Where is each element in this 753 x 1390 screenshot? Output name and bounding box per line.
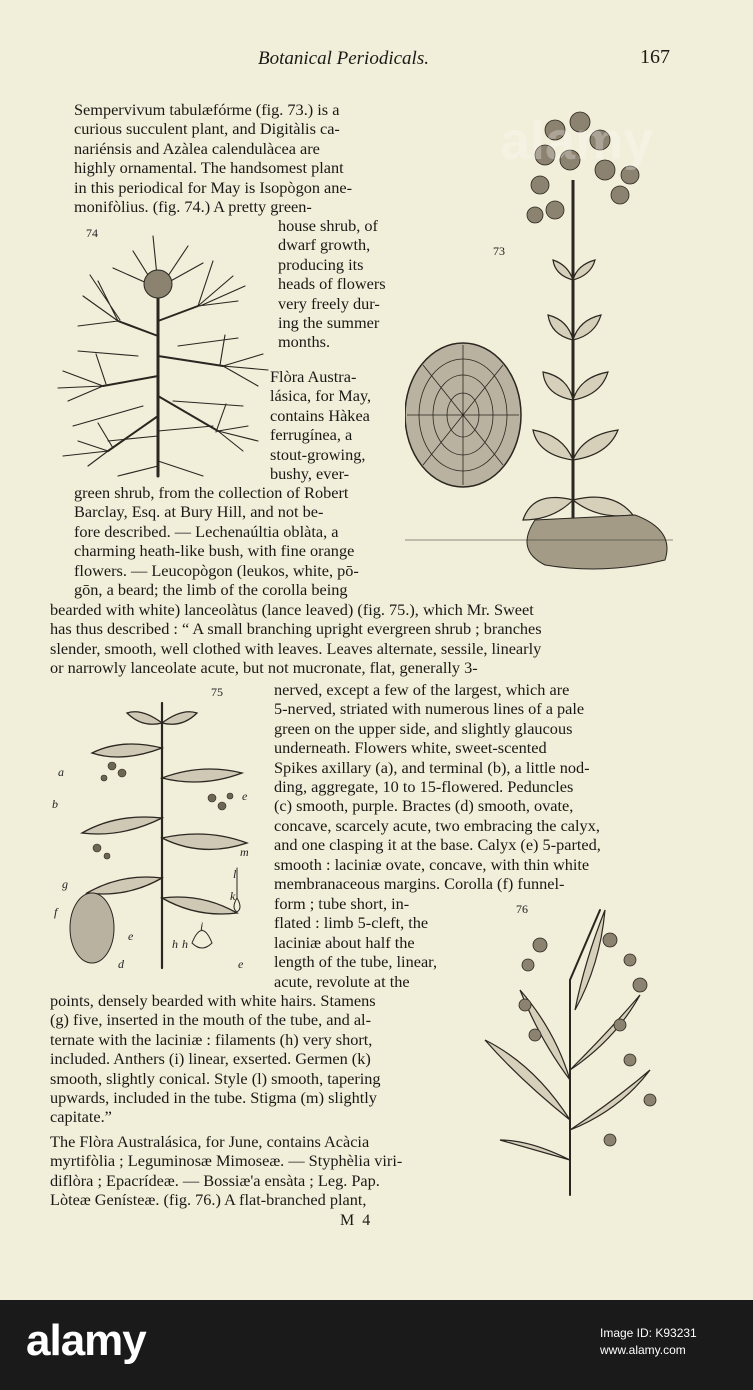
text-line: Flòra Austra-: [270, 367, 357, 386]
text-line: in this periodical for May is Isopògon ane-: [74, 177, 353, 197]
text-line: bushy, ever-: [270, 463, 350, 483]
text-line: included. Anthers (i) linear, exserted. Germen (k): [50, 1049, 371, 1069]
text-line: flowers. — Leucopògon (leukos, white, pō-: [74, 560, 359, 580]
text-line: gōn, a beard; the limb of the corolla being: [74, 579, 348, 599]
alamy-logo: alamy: [26, 1316, 146, 1365]
image-id-text: Image ID: K93231: [600, 1326, 697, 1340]
figure-75-label: 75: [211, 685, 223, 699]
text-line: The Flòra Australásica, for June, contains Acàcia: [50, 1132, 370, 1151]
fig75-letter-a: a: [58, 765, 64, 779]
fig75-letter-b: b: [52, 797, 58, 811]
text-block-stamens: [50, 991, 474, 1127]
text-line: contains Hàkea: [270, 405, 370, 425]
text-block-description: [274, 680, 675, 893]
text-line: lásica, for May,: [270, 386, 372, 406]
fig75-letter-k: k: [230, 889, 236, 903]
text-line: ternate with the laciniæ : filaments (h) very short,: [50, 1029, 373, 1049]
text-line: points, densely bearded with white hairs. Stamens: [50, 991, 376, 1010]
text-line: ding, aggregate, 10 to 15-flowered. Peduncles: [274, 776, 574, 796]
text-line: Sempervivum tabulæfórme (fig. 73.) is a: [74, 100, 340, 119]
fig75-letter-e3: e: [238, 957, 244, 971]
text-line: smooth, slightly conical. Style (l) smooth, tapering: [50, 1068, 381, 1088]
isopogon-engraving-icon: [48, 226, 273, 484]
figure-76-label: 76: [516, 902, 528, 916]
text-line: heads of flowers: [278, 274, 386, 294]
text-line: laciniæ about half the: [274, 932, 415, 952]
text-line: concave, scarcely acute, two embracing the calyx,: [274, 815, 600, 835]
text-block-lechenaultia: [74, 483, 404, 599]
text-block-wrap-fig74: [278, 216, 404, 352]
text-line: diflòra ; Epacrídeæ. — Bossiæ'a ensàta ; Leg. Pap.: [50, 1170, 380, 1190]
text-line: Barclay, Esq. at Bury Hill, and not be-: [74, 502, 324, 522]
text-line: and one clasping it at the base. Calyx (e) 5-parted,: [274, 835, 601, 855]
text-line: producing its: [278, 254, 364, 274]
text-line: Spikes axillary (a), and terminal (b), a little nod-: [274, 757, 590, 777]
text-line: has thus described : “ A small branching upright evergreen shrub ; branches: [50, 619, 542, 639]
text-line: charming heath-like bush, with fine orange: [74, 541, 355, 561]
page-number: 167: [640, 46, 670, 68]
text-line: monifòlius. (fig. 74.) A pretty green-: [74, 196, 312, 216]
text-line: flated : limb 5-cleft, the: [274, 913, 429, 933]
text-line: house shrub, of: [278, 216, 378, 235]
text-line: (c) smooth, purple. Bractes (d) smooth, ovate,: [274, 796, 574, 816]
text-line: myrtifòlia ; Leguminosæ Mimoseæ. — Styphèlia viri-: [50, 1151, 403, 1171]
fig75-letter-f: f: [54, 905, 58, 919]
text-line: upwards, included in the tube. Stigma (m) slightly: [50, 1087, 377, 1107]
fig75-letter-m: m: [240, 845, 249, 859]
watermark-ghost-logo: alamy: [500, 111, 654, 171]
text-line: months.: [278, 332, 331, 352]
text-line: nerved, except a few of the largest, which are: [274, 680, 570, 699]
text-line: dwarf growth,: [278, 235, 371, 255]
text-line: green on the upper side, and slightly glaucous: [274, 718, 573, 738]
text-line: 5-nerved, striated with numerous lines of a pale: [274, 699, 585, 719]
text-block-intro: [74, 100, 404, 216]
text-block-corolla: [274, 894, 473, 991]
running-header-title: Botanical Periodicals.: [258, 48, 429, 69]
text-line: ferrugínea, a: [270, 425, 353, 445]
fig75-letter-d: d: [118, 957, 124, 971]
text-line: fore described. — Lechenaúltia oblàta, a: [74, 521, 339, 541]
text-block-flora-may: [270, 367, 404, 483]
text-line: underneath. Flowers white, sweet-scented: [274, 738, 547, 758]
text-line: or narrowly lanceolate acute, but not mucronate, flat, generally 3-: [50, 658, 478, 678]
text-block-flora-june: [50, 1132, 474, 1210]
text-line: green shrub, from the collection of Robert: [74, 483, 349, 502]
text-line: stout-growing,: [270, 444, 366, 464]
text-line: nariénsis and Azàlea calendulàcea are: [74, 138, 320, 158]
text-line: membranaceous margins. Corolla (f) funnel-: [274, 873, 565, 893]
figure-73-label: 73: [493, 244, 505, 258]
text-line: curious succulent plant, and Digitàlis ca-: [74, 119, 340, 139]
text-block-leucopogon: [50, 600, 675, 678]
fig75-letter-i: i: [200, 919, 204, 933]
text-line: capitate.”: [50, 1107, 112, 1127]
watermark-id-info: [600, 1325, 697, 1359]
text-line: length of the tube, linear,: [274, 952, 438, 972]
leucopogon-engraving-icon: [52, 688, 262, 978]
acacia-engraving-icon: [480, 900, 680, 1200]
text-line: ing the summer: [278, 312, 380, 332]
fig75-letter-e: e: [242, 789, 248, 803]
text-line: (g) five, inserted in the mouth of the tube, and al-: [50, 1010, 372, 1030]
text-line: very freely dur-: [278, 293, 380, 313]
text-line: slender, smooth, well clothed with leaves. Leaves alternate, sessile, linearly: [50, 638, 542, 658]
text-line: form ; tube short, in-: [274, 894, 410, 913]
fig75-letter-g: g: [62, 877, 68, 891]
text-line: bearded with white) lanceolàtus (lance leaved) (fig. 75.), which Mr. Sweet: [50, 600, 534, 619]
fig75-letter-h: h: [172, 937, 178, 951]
site-url-text: www.alamy.com: [600, 1343, 686, 1357]
text-line: smooth : laciniæ ovate, concave, with thin white: [274, 854, 590, 874]
printer-signature-mark: M 4: [340, 1212, 373, 1229]
fig75-letter-l: l: [233, 867, 237, 881]
fig75-letter-h2: h: [182, 937, 188, 951]
text-line: acute, revolute at the: [274, 971, 410, 991]
text-line: Lòteæ Genísteæ. (fig. 76.) A flat-branched plant,: [50, 1190, 367, 1210]
text-line: highly ornamental. The handsomest plant: [74, 158, 344, 178]
figure-74-label: 74: [86, 226, 98, 240]
fig75-letter-e2: e: [128, 929, 134, 943]
